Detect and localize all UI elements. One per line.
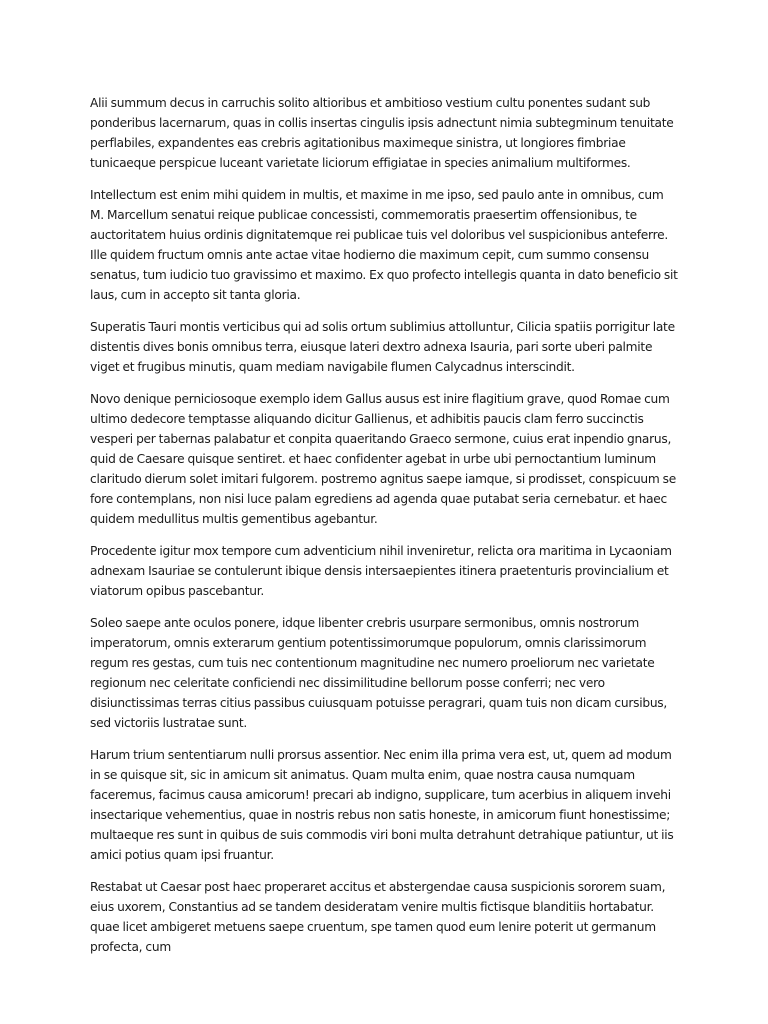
paragraph: Procedente igitur mox tempore cum adventicium nihil inveniretur, relicta ora maritima in Lycaoniam adnexam Isauriae se contulerunt ibique densis intersaepientes itinera praetenturis provincialium et viatorum opibus pascebantur. (90, 544, 672, 598)
paragraph: Alii summum decus in carruchis solito altioribus et ambitioso vestium cultu ponentes sudant sub ponderibus lacernarum, quas in collis insertas cingulis ipsis adnectunt nimia subtegminum tenuitate perflabiles, expandentes eas crebris agitationibus maximeque sinistra, ut longiores fimbriae tunicaeque perspicue luceant varietate liciorum effigiatae in species animalium multiformes. (90, 96, 674, 170)
document-page (90, 93, 680, 969)
paragraph: Novo denique perniciosoque exemplo idem Gallus ausus est inire flagitium grave, quod Romae cum ultimo dedecore temptasse aliquando dicitur Gallienus, et adhibitis paucis clam ferro succinctis vesperi per tabernas palabatur et conpita quaeritando Graeco sermone, cuius erat inpendio gnarus, quid de Caesare quisque sentiret. et haec confidenter agebat in urbe ubi pernoctantium luminum claritudo dierum solet imitari fulgorem. postremo agnitus saepe iamque, si prodisset, conspicuum se fore contemplans, non nisi luce palam egrediens ad agenda quae putabat seria cernebatur. et haec quidem medullitus multis gementibus agebantur. (90, 392, 676, 526)
paragraph: Soleo saepe ante oculos ponere, idque libenter crebris usurpare sermonibus, omnis nostrorum imperatorum, omnis exterarum gentium potentissimorumque populorum, omnis clarissimorum regum res gestas, cum tuis nec contentionum magnitudine nec numero proeliorum nec varietate regionum nec celeritate conficiendi nec dissimilitudine bellorum posse conferri; nec vero disiunctissimas terras citius passibus cuiusquam potuisse peragrari, quam tuis non dicam cursibus, sed victoriis lustratae sunt. (90, 616, 668, 730)
paragraph: Restabat ut Caesar post haec properaret accitus et abstergendae causa suspicionis sororem suam, eius uxorem, Constantius ad se tandem desideratam venire multis fictisque blanditiis hortabatur. quae licet ambigeret metuens saepe cruentum, spe tamen quod eum lenire poterit ut germanum profecta, cum (90, 880, 666, 954)
paragraph: Intellectum est enim mihi quidem in multis, et maxime in me ipso, sed paulo ante in omnibus, cum M. Marcellum senatui reique publicae concessisti, commemoratis praesertim offensionibus, te auctoritatem huius ordinis dignitatemque rei publicae tuis vel doloribus vel suspicionibus anteferre. Ille quidem fructum omnis ante actae vitae hodierno die maximum cepit, cum summo consensu senatus, tum iudicio tuo gravissimo et maximo. Ex quo profecto intellegis quanta in dato beneficio sit laus, cum in accepto sit tanta gloria. (90, 188, 678, 302)
paragraph: Harum trium sententiarum nulli prorsus assentior. Nec enim illa prima vera est, ut, quem ad modum in se quisque sit, sic in amicum sit animatus. Quam multa enim, quae nostra causa numquam faceremus, facimus causa amicorum! precari ab indigno, supplicare, tum acerbius in aliquem invehi insectarique vehementius, quae in nostris rebus non satis honeste, in amicorum fiunt honestissime; multaeque res sunt in quibus de suis commodis viri boni multa detrahunt detrahique patiuntur, ut iis amici potius quam ipsi fruantur. (90, 748, 674, 862)
paragraph: Superatis Tauri montis verticibus qui ad solis ortum sublimius attolluntur, Cilicia spatiis porrigitur late distentis dives bonis omnibus terra, eiusque lateri dextro adnexa Isauria, pari sorte uberi palmite viget et frugibus minutis, quam mediam navigabile flumen Calycadnus interscindit. (90, 320, 675, 374)
